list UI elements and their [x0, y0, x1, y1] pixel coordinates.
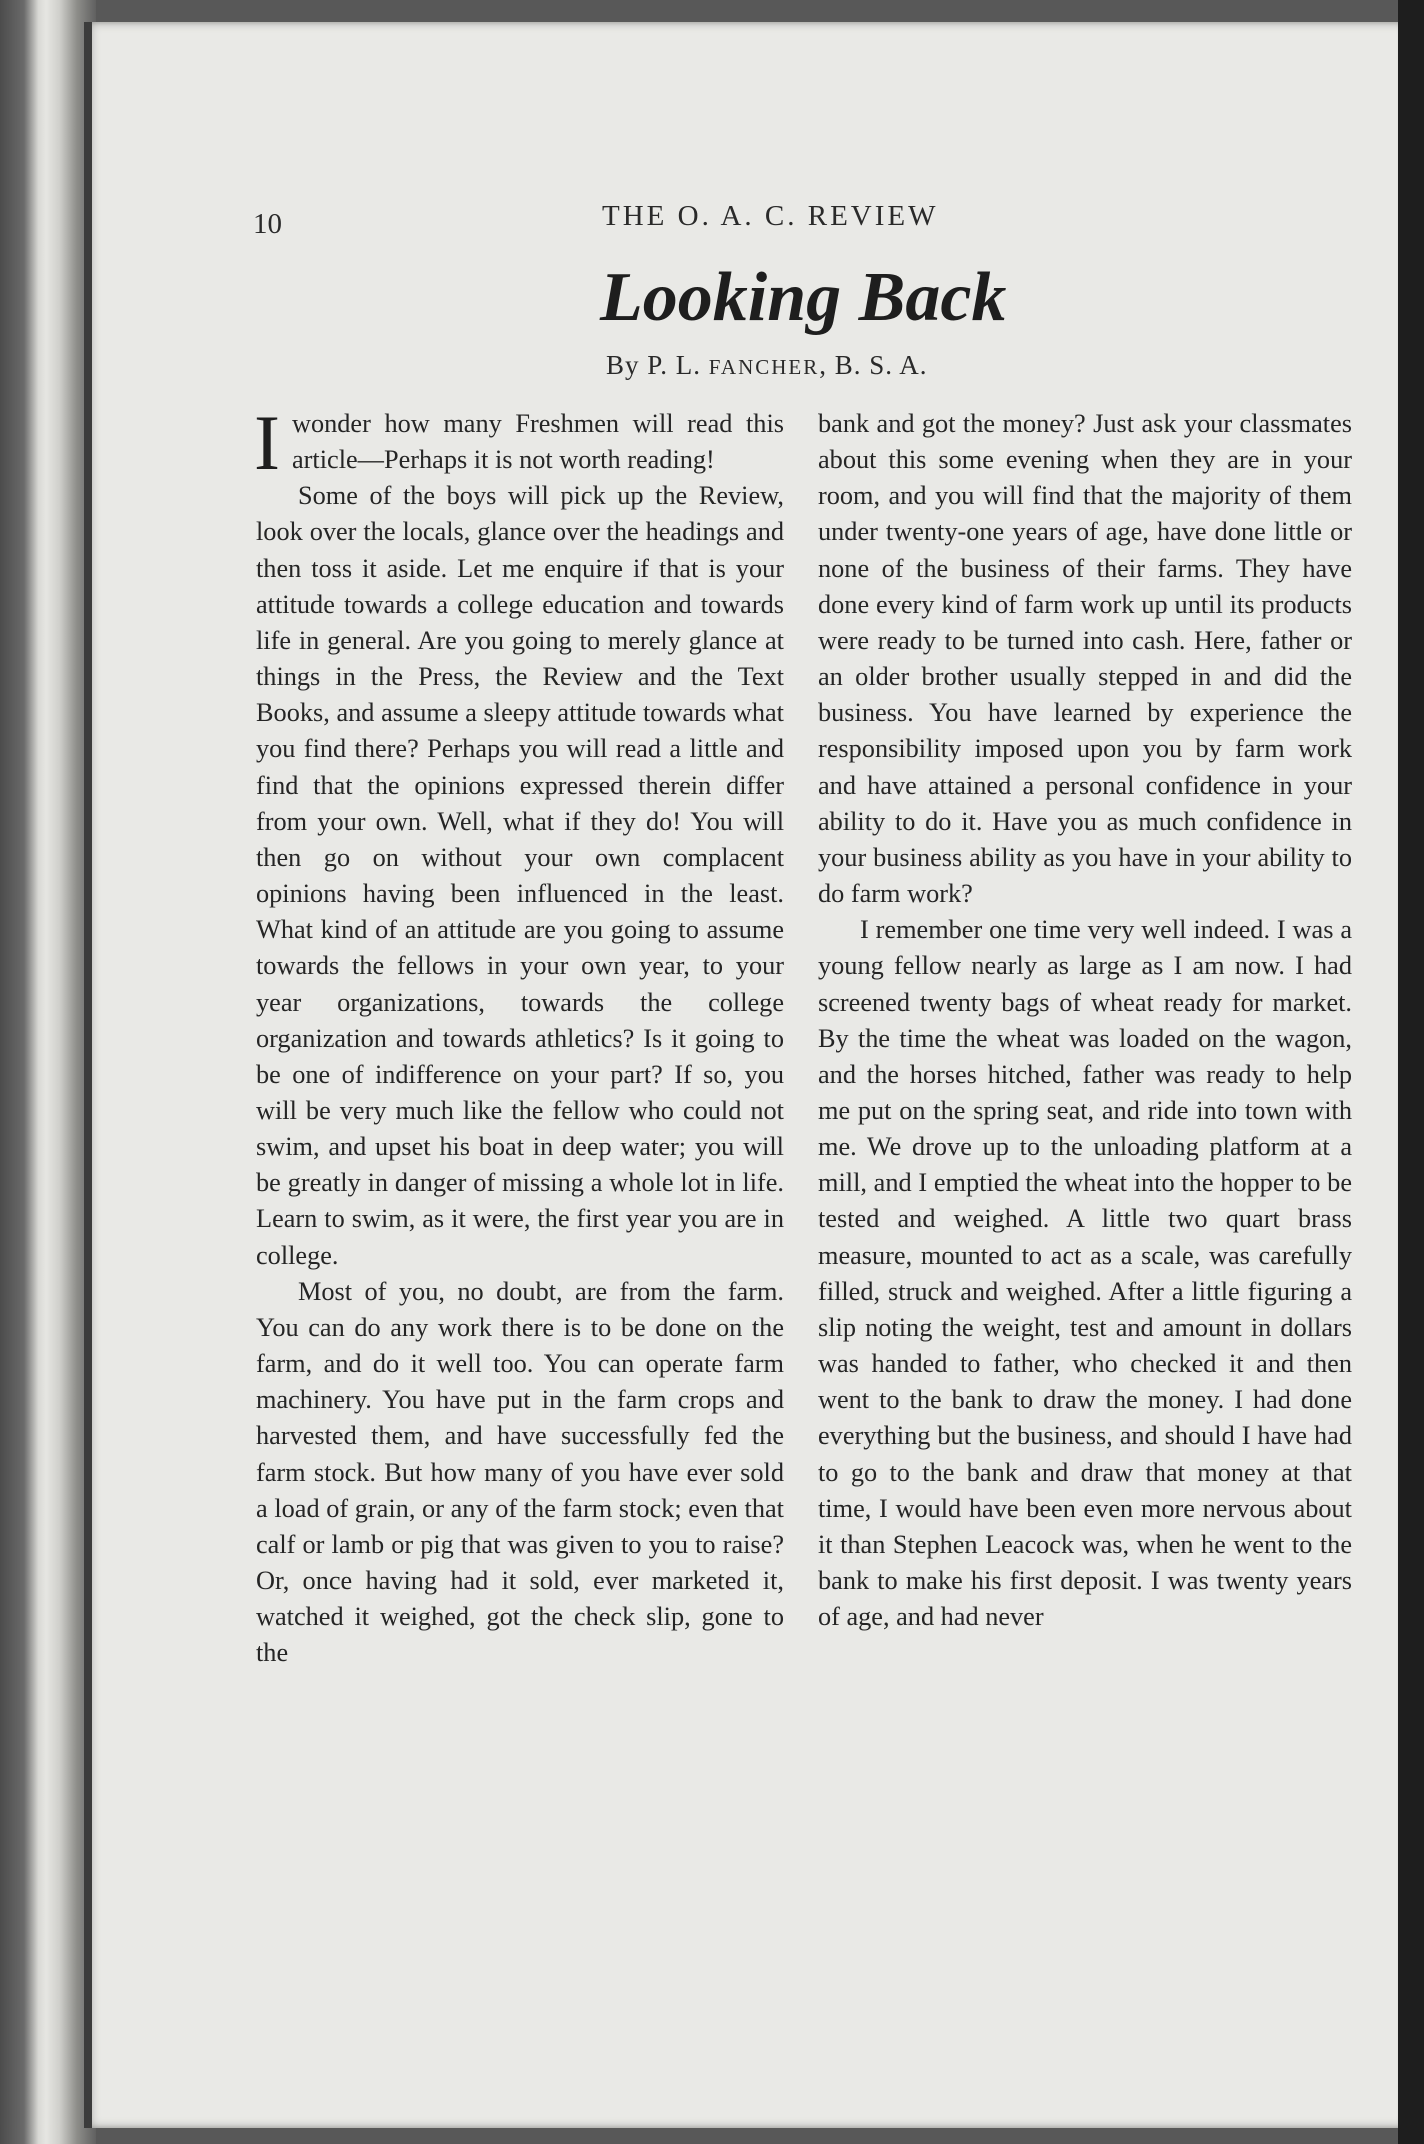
paragraph: Most of you, no doubt, are from the farm. You can do any work there is to be done on the farm, and do it well too. You can operate farm machinery. You have put in the farm crops and harvested them, and have successfully fed the farm stock. But how many of you have ever sold a load of grain, or any of the farm stock; even that calf or lamb or pig that was given to you to raise? Or, once having had it sold, ever marketed it, watched it weighed, got the check slip, gone to the	[256, 1276, 784, 1668]
byline	[606, 350, 928, 381]
page-edge	[84, 22, 92, 2128]
paragraph-text: wonder how many Freshmen will read this article—Perhaps it is not worth reading!	[291, 409, 784, 475]
paragraph: Some of the boys will pick up the Review, look over the locals, glance over the headings and then toss it aside. Let me enquire if that is your attitude towards a college education and towards life in general. Are you going to merely glance at things in the Press, the Review and the Text Books, and assume a sleepy attitude towards what you find there? Perhaps you will read a little and find that the opinions expressed therein differ from your own. Well, what if they do! You will then go on without your own complacent opinions having been influenced in the least. What kind of an attitude are you going to assume towards the fellows in your own year, to your year organizations, towards the college organization and towards athletics? Is it going to be one of indifference on your part? If so, you will be very much like the fellow who could not swim, and upset his boat in deep water; you will be greatly in danger of missing a whole lot in life. Learn to swim, as it were, the first year you are in college.	[256, 481, 784, 1270]
article-title: Looking Back	[600, 259, 1007, 336]
right-column	[818, 406, 1352, 1635]
drop-cap: I	[254, 399, 280, 486]
byline-prefix: By P. L.	[606, 350, 709, 380]
byline-suffix: , B. S. A.	[819, 350, 928, 380]
scan-border	[1398, 0, 1424, 2144]
left-column	[254, 399, 784, 1671]
paragraph	[254, 399, 784, 486]
paragraph: bank and got the money? Just ask your classmates about this some evening when they are in your room, and you will find that the majority of them under twenty-one years of age, have done little or none of the business of their farms. They have done every kind of farm work up until its products were ready to be turned into cash. Here, father or an older brother usually stepped in and did the business. You have learned by experience the responsibility imposed upon you by farm work and have attained a personal confidence in your ability to do it. Have you as much confidence in your business ability as you have in your ability to do farm work?	[818, 409, 1352, 909]
running-header: THE O. A. C. REVIEW	[602, 200, 939, 232]
byline-author: FANCHER	[708, 355, 820, 379]
book-spine	[0, 0, 96, 2144]
page-number: 10	[253, 208, 282, 240]
paragraph: I remember one time very well indeed. I was a young fellow nearly as large as I am now. I had screened twenty bags of wheat ready for market. By the time the wheat was loaded on the wagon, and the horses hitched, father was ready to help me put on the spring seat, and ride into town with me. We drove up to the unloading platform at a mill, and I emptied the wheat into the hopper to be tested and weighed. A little two quart brass measure, mounted to act as a scale, was carefully filled, struck and weighed. After a little figuring a slip noting the weight, test and amount in dollars was handed to father, who checked it and then went to the bank to draw the money. I had done everything but the business, and should I have had to go to the bank and draw that money at that time, I would have been even more nervous about it than Stephen Leacock was, when he went to the bank to make his first deposit. I was twenty years of age, and had never	[818, 915, 1352, 1632]
